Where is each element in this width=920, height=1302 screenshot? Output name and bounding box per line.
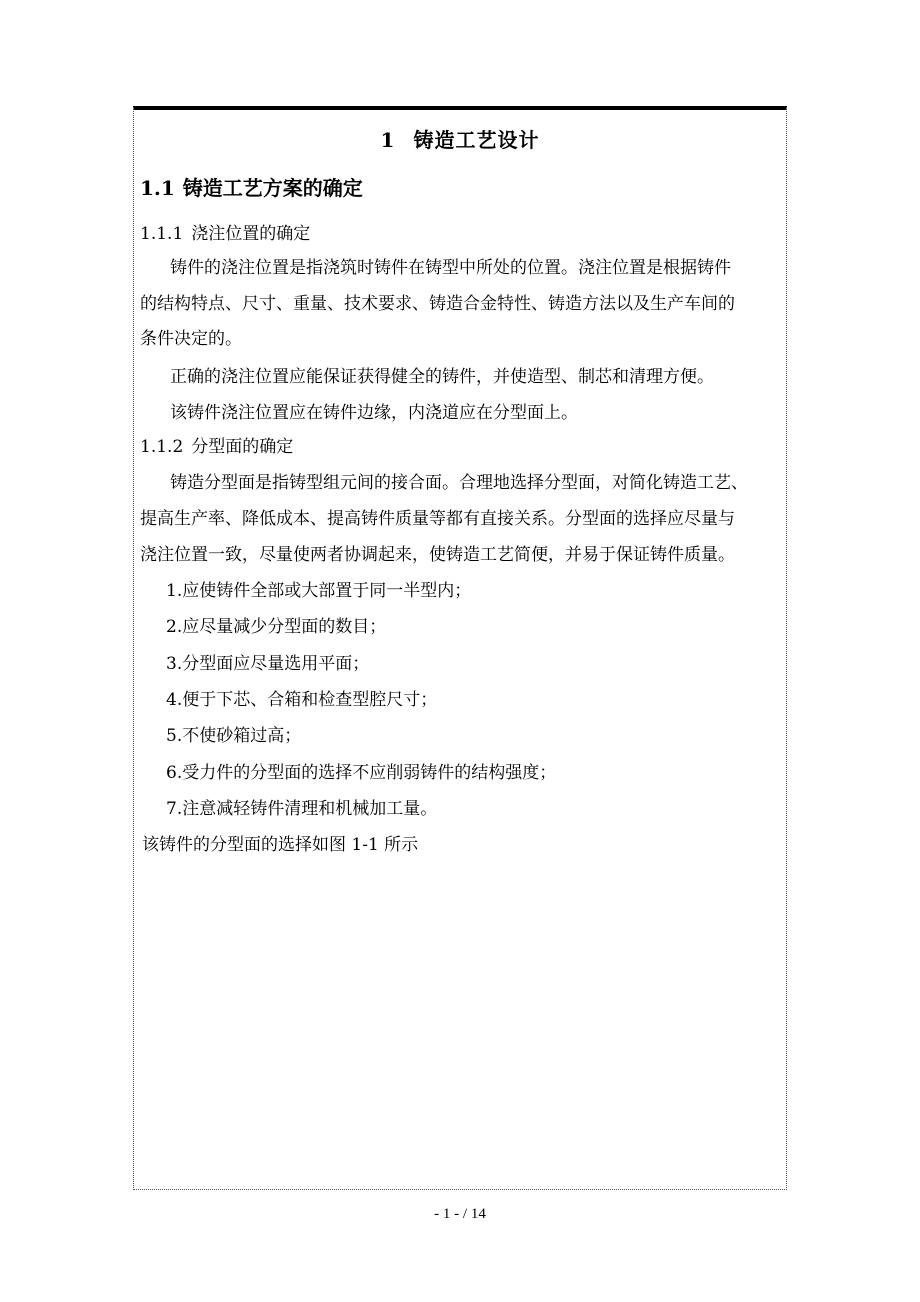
section-title-text: 铸造工艺方案的确定	[182, 176, 363, 200]
list-item: 3.分型面应尽量选用平面；	[166, 654, 370, 674]
section-title	[140, 172, 363, 201]
page-number: - 1 - / 14	[434, 1206, 486, 1222]
paragraph-line: 的结构特点、尺寸、重量、技术要求、铸造合金特性、铸造方法以及生产车间的	[140, 294, 735, 314]
paragraph-line: 铸件的浇注位置是指浇筑时铸件在铸型中所处的位置。浇注位置是根据铸件	[170, 258, 731, 278]
subsection-heading	[140, 432, 293, 457]
list-item: 5.不使砂箱过高；	[166, 726, 302, 746]
subsection-number: 1.1.2	[140, 437, 184, 457]
paragraph-line: 提高生产率、降低成本、提高铸件质量等都有直接关系。分型面的选择应尽量与	[140, 509, 735, 529]
chapter-number: 1	[380, 128, 396, 152]
paragraph-line: 浇注位置一致，尽量使两者协调起来，使铸造工艺简便，并易于保证铸件质量。	[140, 545, 735, 565]
chapter-title	[140, 124, 780, 153]
subsection-title: 分型面的确定	[191, 437, 294, 457]
chapter-title-text: 铸造工艺设计	[413, 128, 540, 152]
subsection-number: 1.1.1	[140, 224, 184, 244]
list-item: 7.注意减轻铸件清理和机械加工量。	[166, 799, 438, 819]
list-item: 6.受力件的分型面的选择不应削弱铸件的结构强度；	[166, 763, 557, 783]
subsection-title: 浇注位置的确定	[191, 224, 311, 244]
figure-reference: 该铸件的分型面的选择如图 1-1 所示	[142, 835, 419, 855]
subsection-heading	[140, 219, 310, 244]
list-item: 1.应使铸件全部或大部置于同一半型内；	[166, 581, 472, 601]
paragraph-line: 该铸件浇注位置应在铸件边缘，内浇道应在分型面上。	[170, 403, 578, 423]
paragraph-line: 铸造分型面是指铸型组元间的接合面。合理地选择分型面，对简化铸造工艺、	[170, 473, 748, 493]
list-item: 2.应尽量减少分型面的数目；	[166, 617, 387, 637]
paragraph-line: 条件决定的。	[140, 329, 242, 349]
section-number: 1.1	[140, 176, 175, 200]
list-item: 4.便于下芯、合箱和检查型腔尺寸；	[166, 690, 438, 710]
paragraph-line: 正确的浇注位置应能保证获得健全的铸件，并使造型、制芯和清理方便。	[170, 367, 714, 387]
